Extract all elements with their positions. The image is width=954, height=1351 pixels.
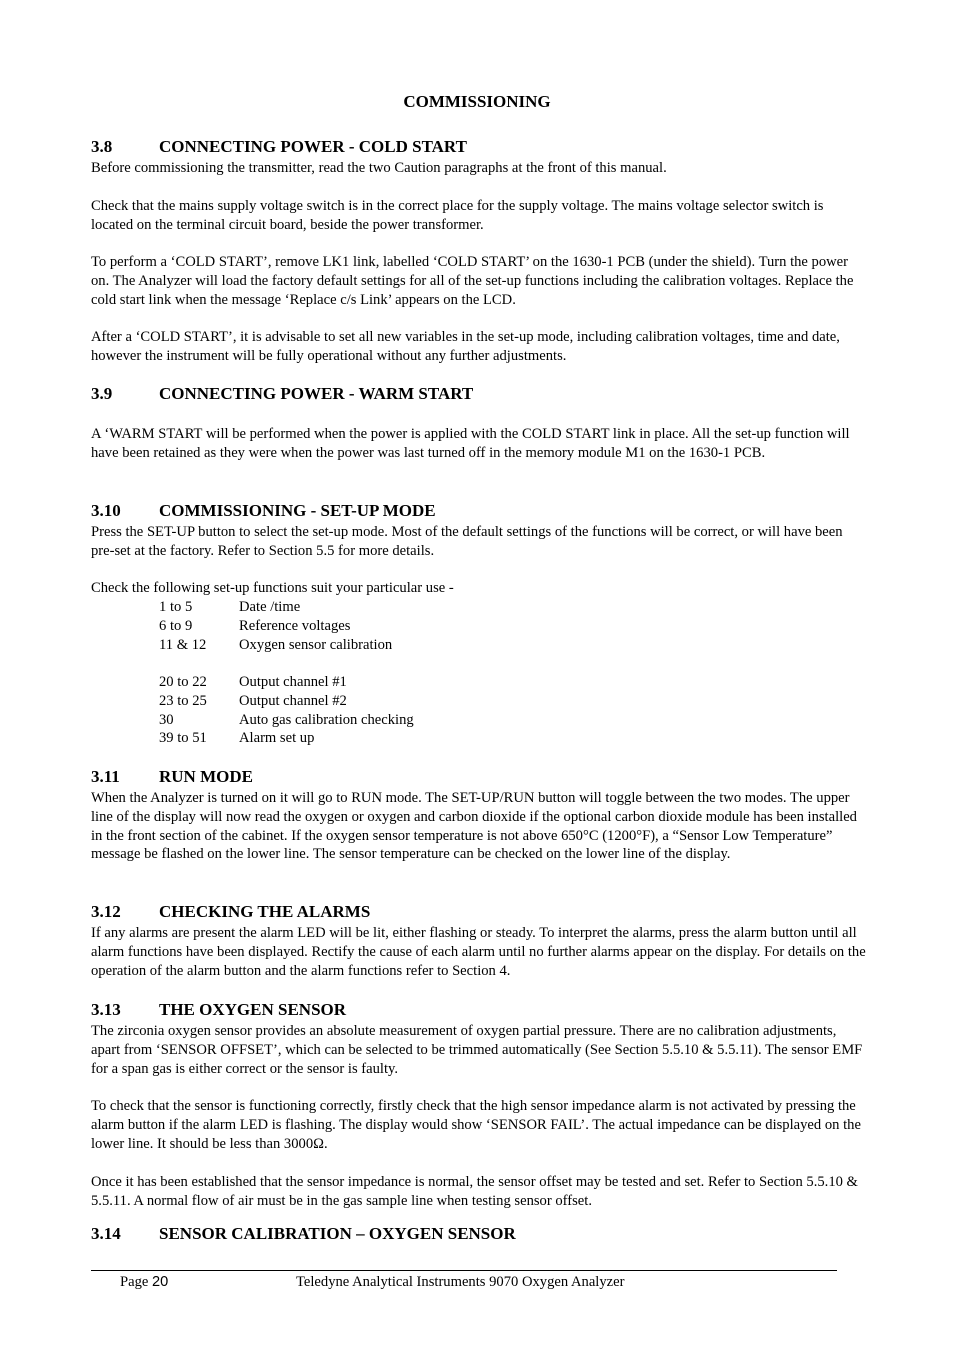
section-3-8-heading	[91, 137, 467, 157]
section-number: 3.9	[91, 384, 113, 403]
section-3-10-heading	[91, 501, 436, 521]
paragraph: To perform a ‘COLD START’, remove LK1 link, labelled ‘COLD START’ on the 1630-1 PCB (under the shield). Turn the power on. The Analyzer will load the factory default settings for all of the set-up functions including the calibration voltages. Replace the cold start link when the message ‘Replace c/s Link’ appears on the LCD.	[91, 254, 854, 308]
function-desc: Oxygen sensor calibration	[239, 636, 393, 653]
page-number: 20	[152, 1274, 169, 1290]
section-number: 3.10	[91, 501, 121, 520]
section-3-12-heading	[91, 902, 370, 922]
footer-document-title: Teledyne Analytical Instruments 9070 Oxygen Analyzer	[296, 1274, 625, 1290]
footer-divider	[91, 1270, 837, 1271]
section-number: 3.13	[91, 1000, 121, 1019]
function-desc: Output channel #1	[239, 674, 347, 690]
paragraph: Press the SET-UP button to select the set-up mode. Most of the default settings of the functions will be correct, or will have been pre-set at the factory. Refer to Section 5.5 for more details.	[91, 524, 843, 559]
function-desc: Output channel #2	[239, 692, 347, 709]
function-range: 23 to 25	[159, 692, 207, 709]
function-desc: Reference voltages	[239, 617, 351, 634]
function-desc: Alarm set up	[239, 730, 315, 747]
table-row	[159, 636, 392, 655]
section-number: 3.11	[91, 767, 120, 786]
footer-page-number	[120, 1274, 168, 1291]
function-range: 30	[159, 711, 174, 728]
section-number: 3.8	[91, 137, 113, 156]
setup-functions-table	[159, 673, 414, 748]
paragraph: To check that the sensor is functioning correctly, firstly check that the high sensor impedance alarm is not activated by pressing the alarm button if the alarm LED is flashing. The display would show ‘SENSOR FAIL’. The actual impedance can be displayed on the lower line. It should be less than 3000Ω.	[91, 1098, 861, 1152]
table-row	[159, 692, 414, 711]
paragraph: A ‘WARM START will be performed when the power is applied with the COLD START link in place. All the set-up function will have been retained as they were when the power was last turned off in the memory module M1 on the 1630-1 PCB.	[91, 426, 850, 461]
paragraph: Check that the mains supply voltage switch is in the correct place for the supply voltage. The mains voltage selector switch is located on the terminal circuit board, beside the power transformer.	[91, 198, 824, 233]
page-label: Page	[120, 1274, 149, 1290]
paragraph: The zirconia oxygen sensor provides an absolute measurement of oxygen partial pressure. There are no calibration adjustments, apart from ‘SENSOR OFFSET’, which can be selected to be trimmed automatically (See Section 5.5.10 & 5.5.11). The sensor EMF for a span gas is either correct or the sensor is faulty.	[91, 1023, 863, 1077]
section-3-13-heading	[91, 1000, 346, 1020]
table-row	[159, 617, 392, 636]
paragraph: When the Analyzer is turned on it will go to RUN mode. The SET-UP/RUN button will toggle between the two modes. The upper line of the display will now read the oxygen or oxygen and carbon dioxide if the optional carbon dioxide module has been installed in the front section of the cabinet. If the oxygen sensor temperature is not above 650°C (1200°F), a “Sensor Low Temperature” message be flashed on the lower line. The sensor temperature can be checked on the lower line of the display.	[91, 790, 857, 863]
section-title: THE OXYGEN SENSOR	[159, 1000, 347, 1019]
section-3-9-heading	[91, 384, 473, 404]
section-number: 3.14	[91, 1224, 121, 1243]
section-number: 3.12	[91, 902, 121, 921]
section-title: RUN MODE	[159, 767, 253, 786]
section-title: CONNECTING POWER - WARM START	[159, 384, 474, 403]
function-range: 11 & 12	[159, 636, 207, 653]
table-row	[159, 729, 414, 748]
page-title: COMMISSIONING	[403, 92, 551, 111]
section-title: CONNECTING POWER - COLD START	[159, 137, 467, 156]
setup-functions-table	[159, 598, 392, 654]
section-title: SENSOR CALIBRATION – OXYGEN SENSOR	[159, 1224, 516, 1243]
section-title: CHECKING THE ALARMS	[159, 902, 371, 921]
function-range: 6 to 9	[159, 617, 193, 634]
paragraph: Before commissioning the transmitter, read the two Caution paragraphs at the front of this manual.	[91, 160, 667, 176]
function-desc: Date /time	[239, 599, 301, 615]
table-row	[159, 598, 392, 617]
function-range: 1 to 5	[159, 599, 193, 615]
paragraph: If any alarms are present the alarm LED will be lit, either flashing or steady. To interpret the alarms, press the alarm button until all alarm functions have been displayed. Rectify the cause of each alarm until no further alarms appear on the display. For details on the operation of the alarm button and the alarm functions refer to Section 4.	[91, 925, 866, 979]
paragraph: After a ‘COLD START’, it is advisable to set all new variables in the set-up mode, including calibration voltages, time and date, however the instrument will be fully operational without any further adjustments.	[91, 329, 840, 364]
table-row	[159, 673, 414, 692]
paragraph: Check the following set-up functions suit your particular use -	[91, 580, 454, 596]
paragraph: Once it has been established that the sensor impedance is normal, the sensor offset may be tested and set. Refer to Section 5.5.10 & 5.5.11. A normal flow of air must be in the gas sample line when testing sensor offset.	[91, 1174, 858, 1209]
section-title: COMMISSIONING - SET-UP MODE	[159, 501, 436, 520]
function-range: 39 to 51	[159, 730, 207, 747]
function-desc: Auto gas calibration checking	[239, 711, 414, 728]
section-3-14-heading	[91, 1224, 516, 1244]
function-range: 20 to 22	[159, 674, 207, 690]
table-row	[159, 711, 414, 730]
section-3-11-heading	[91, 767, 253, 787]
